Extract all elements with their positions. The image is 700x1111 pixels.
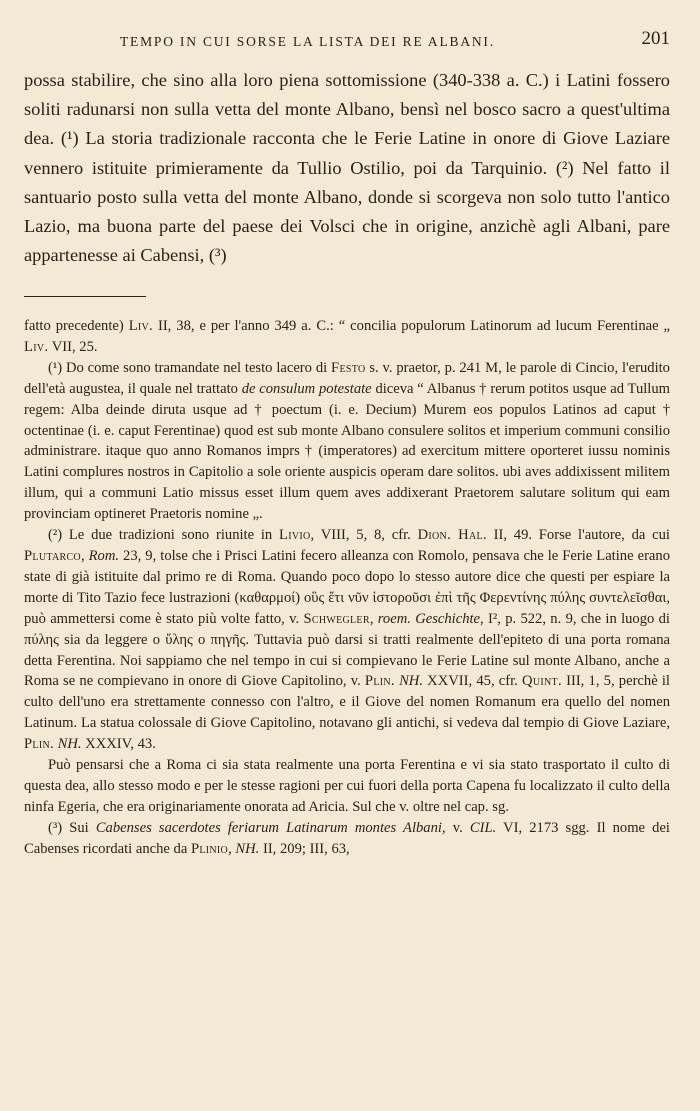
footnote-mark-1: (¹) — [48, 359, 63, 376]
footnote-ref-3[interactable]: (³) — [208, 245, 227, 266]
footnote-continuation: fatto precedente) Liv. II, 38, e per l'anno 349 a. C.: “ concilia populorum Latinorum ad lucum Ferentinae „ Liv. VII, 25. — [24, 318, 670, 355]
footnotes — [24, 316, 670, 860]
footnote-mark-2: (²) — [48, 527, 63, 544]
footnote-1: (¹) Do come sono tramandate nel testo lacero di Festo s. v. praetor, p. 241 M, le parole di Cincio, l'erudito dell'età augustea, il quale nel trattato de consulum potestate diceva “ Albanus † rerum potitos usque ad Tullum regem: Alba deinde diruta usque ad † poectum (i. e. Decium) Murem eos populos Latinos ad caput † octentinae (i. e. caput Ferentinae) quod est sub monte Albano consulere solitos et imperium communi consilio administrare. itaque quo anno Romanos imprs † (imperatores) ad exercitum mittere oporteret iussu nominis Latini complures nostros in Capitolio a sole oriente auspicis operam dare solitos. ubi aves addixissent militem illum, qui a communi Latio missus esset illum quem aves addixerant Praetorem salutare solitum qui eam provinciam optineret Praetoris nomine „. — [24, 359, 670, 523]
footnote-3: (³) Sui Cabenses sacerdotes feriarum Latinarum montes Albani, v. CIL. VI, 2173 sgg. Il nome dei Cabenses ricordati anche da Plinio, NH. II, 209; III, 63, — [24, 819, 670, 857]
footnote-ref-1[interactable]: (¹) — [60, 128, 79, 149]
footnote-separator — [24, 296, 146, 297]
main-text — [24, 66, 670, 270]
footnote-mark-3: (³) — [48, 819, 63, 836]
page-header — [24, 28, 670, 54]
footnote-2: (²) Le due tradizioni sono riunite in Livio, VIII, 5, 8, cfr. Dion. Hal. II, 49. Forse l'autore, da cui Plutarco, Rom. 23, 9, tolse che i Prisci Latini fecero alleanza con Romolo, pensava che le Ferie Latine erano state di già istituite dal primo re di Roma. Quando poco dopo lo stesso autore dice che questi per espiare la morte di Tito Tazio fece lustrazioni (καθαρμοί) οὓς ἔτι νῦν ἱστοροῦσι ἐπὶ τῆς Φερεντίνης πύλης συντελεῖσθαι, può ammettersi come è stato più volte fatto, v. Schwegler, roem. Geschichte, I², p. 522, n. 9, che in luogo di πύλης sia da leggere o ὕλης o πηγῆς. Tuttavia può darsi si tratti realmente dell'epiteto di una porta romana detta Ferentina. Noi sappiamo che nel tempo in cui si compievano le Ferie Latine sul monte Albano, anche a Roma se ne compievano in onore di Giove Capitolino, v. Plin. NH. XXVII, 45, cfr. Quint. III, 1, 5, perchè il culto dell'uno era strettamente connesso con l'altro, e il Giove del nomen Romanum era quello del nomen Latinum. La statua colossale di Giove Capitolino, notavano gli antichi, si vedeva dal tempio di Giove Laziare, Plin. NH. XXXIV, 43. — [24, 527, 670, 753]
page-number: 201 — [641, 28, 670, 49]
footnote-ref-2[interactable]: (²) — [555, 157, 574, 178]
main-paragraph: possa stabilire, che sino alla loro piena sottomissione (340-338 a. C.) i Latini fossero soliti radunarsi non sulla vetta del monte Albano, bensì nel bosco sacro a quest'ultima dea. (¹) La storia tradizionale racconta che le Ferie Latine in onore di Giove Laziare vennero istituite primieramente da Tullio Ostilio, poi da Tarquinio. (²) Nel fatto il santuario posto sulla vetta del monte Albano, donde si scorgeva non solo tutto l'antico Lazio, ma buona parte del paese dei Volsci che in origine, anzichè agli Albani, pare appartenesse ai Cabensi, (³) — [24, 70, 670, 266]
footnote-2-continued: Può pensarsi che a Roma ci sia stata realmente una porta Ferentina e vi sia stato trasportato il culto di questa dea, allo stesso modo e per le stesse ragioni per cui fuori della porta Capena fu localizzato il culto della ninfa Egeria, che era originariamente onorata ad Aricia. Sul che v. oltre nel cap. sg. — [24, 757, 670, 815]
running-title: TEMPO IN CUI SORSE LA LISTA DEI RE ALBANI. — [120, 34, 495, 49]
